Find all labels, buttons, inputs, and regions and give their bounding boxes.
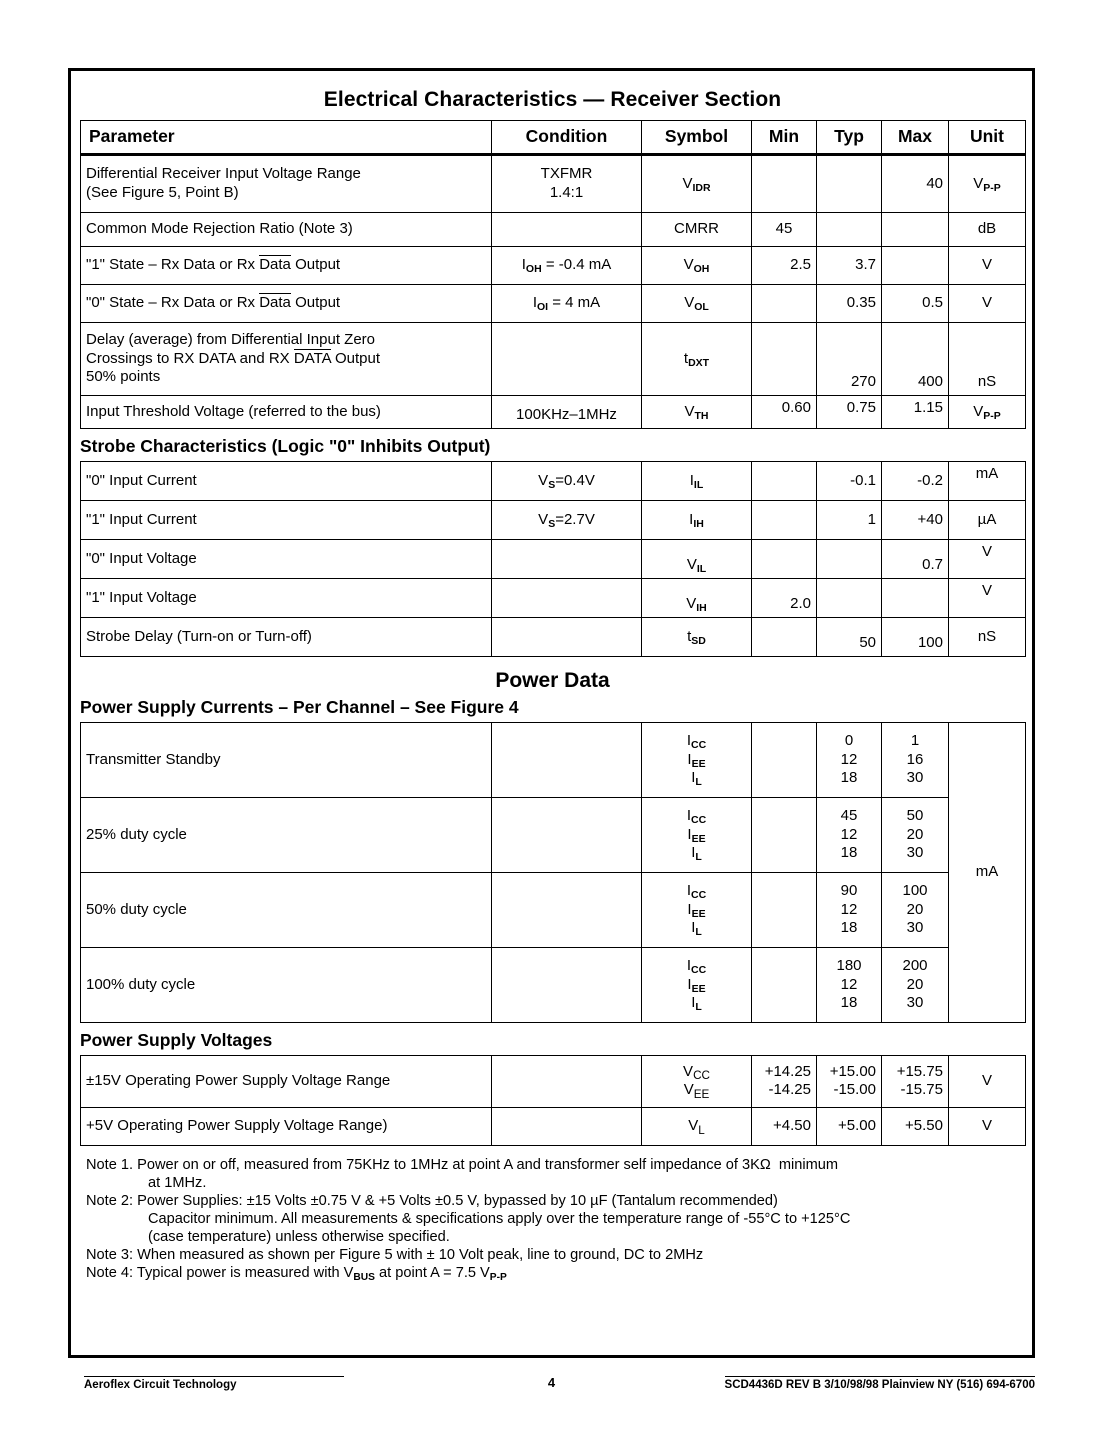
symbol-subscript: TH (694, 409, 709, 422)
param-line-1: Differential Receiver Input Voltage Range (86, 165, 361, 183)
cell-condition (492, 461, 642, 500)
symbol-line (647, 882, 746, 901)
symbol-line (647, 1081, 746, 1100)
cell-typ: +5.00 (817, 1107, 882, 1145)
page-title: Electrical Characteristics — Receiver Section (323, 88, 782, 111)
col-header-min: Min (752, 121, 817, 155)
cell-max (882, 722, 949, 797)
param-overline-text: DATA (293, 349, 331, 367)
note-4-middle: at point A = 7.5 V (374, 1264, 490, 1281)
typ-line: 12 (840, 975, 858, 993)
condition-subscript: OI (536, 301, 549, 314)
condition-base: I (521, 256, 526, 273)
power-supply-currents-table (80, 722, 1026, 1023)
cell-min (752, 947, 817, 1022)
condition-base: V (538, 471, 549, 489)
symbol-subscript: IDR (692, 181, 711, 194)
cell-max: 40 (882, 154, 949, 212)
symbol-subscript: L (695, 851, 702, 864)
cell-min (752, 322, 817, 395)
cell-max (882, 947, 949, 1022)
symbol-subscript: EE (693, 1087, 710, 1101)
col-header-max: Max (882, 121, 949, 155)
symbol-subscript: OL (694, 301, 709, 314)
param-overline-text: Data (259, 294, 291, 311)
param-line-2: (See Figure 5, Point B) (86, 183, 239, 201)
power-data-title: Power Data (495, 668, 610, 692)
symbol-base: I (686, 806, 691, 824)
col-header-condition: Condition (492, 121, 642, 155)
note-4-prefix: Note 4: Typical power is measured with V (86, 1264, 354, 1281)
condition-tail: =0.4V (555, 471, 595, 489)
col-header-unit: Unit (949, 121, 1026, 155)
cell-min (752, 284, 817, 322)
cell-parameter (81, 246, 492, 284)
cell-symbol (642, 1055, 752, 1107)
symbol-line (647, 751, 746, 770)
max-line: 50 (906, 806, 924, 824)
cell-typ (817, 797, 882, 872)
table-row (81, 500, 1026, 539)
table-row (81, 617, 1026, 656)
col-header-parameter: Parameter (81, 121, 492, 155)
cell-symbol (642, 461, 752, 500)
param-prefix: "1" State – Rx Data or Rx (86, 256, 260, 273)
symbol-subscript: DXT (688, 356, 710, 369)
condition-line-2: 1.4:1 (549, 183, 584, 201)
symbol-subscript: EE (691, 757, 706, 770)
cell-symbol (642, 322, 752, 395)
cell-parameter: "0" Input Voltage (81, 539, 492, 578)
symbol-subscript: CC (691, 888, 707, 901)
note-4 (86, 1265, 1025, 1283)
param-line-2 (86, 350, 486, 369)
param-overline-text: Data (259, 256, 291, 273)
max-line: 100 (902, 881, 928, 899)
cell-parameter: Transmitter Standby (81, 722, 492, 797)
typ-line: 45 (840, 806, 858, 824)
cell-parameter: Common Mode Rejection Ratio (Note 3) (81, 212, 492, 246)
symbol-base: I (686, 731, 691, 749)
cell-unit: mA (949, 722, 1026, 1022)
symbol-line (647, 769, 746, 788)
cell-typ (817, 872, 882, 947)
table-row (81, 1107, 1026, 1145)
typ-line: 18 (840, 769, 858, 787)
symbol-base: V (683, 1081, 694, 1099)
footer-page-number: 4 (547, 1375, 556, 1390)
note-1-line-2: at 1MHz. (148, 1174, 207, 1191)
symbol-base: I (686, 956, 691, 974)
param-line-3: 50% points (86, 368, 161, 386)
cell-symbol (642, 947, 752, 1022)
symbol-line (647, 826, 746, 845)
cell-unit: nS (949, 322, 1026, 395)
cell-min (752, 539, 817, 578)
cell-min (752, 722, 817, 797)
unit-base: V (973, 402, 984, 420)
power-supply-currents-title: Power Supply Currents – Per Channel – See Figure 4 (80, 696, 519, 717)
symbol-subscript: EE (691, 982, 706, 995)
table-row (81, 722, 1026, 797)
table-row (81, 1055, 1026, 1107)
typ-line: 12 (840, 750, 858, 768)
cell-condition (492, 797, 642, 872)
cell-condition (492, 578, 642, 617)
cell-min (752, 500, 817, 539)
cell-min (752, 1055, 817, 1107)
symbol-subscript: OH (693, 263, 710, 276)
note-2-line-1: Note 2: Power Supplies: ±15 Volts ±0.75 V & +5 Volts ±0.5 V, bypassed by 10 µF (Tantalum recommended) (86, 1192, 778, 1209)
max-line: 30 (906, 994, 924, 1012)
typ-line: 180 (836, 956, 862, 974)
table-row (81, 578, 1026, 617)
cell-condition (492, 617, 642, 656)
cell-max: 0.5 (882, 284, 949, 322)
symbol-subscript: CC (691, 738, 707, 751)
param-prefix: Crossings to RX DATA and RX (86, 349, 294, 367)
max-line: 1 (910, 731, 920, 749)
unit-subscript: P-P (983, 409, 1001, 422)
cell-condition (492, 212, 642, 246)
receiver-characteristics-table (80, 120, 1026, 429)
symbol-subscript: IH (693, 517, 704, 530)
cell-unit: dB (949, 212, 1026, 246)
symbol-base: V (686, 556, 697, 574)
cell-min (752, 797, 817, 872)
symbol-line (647, 901, 746, 920)
condition-base: I (532, 294, 537, 311)
note-4-subscript: BUS (353, 1271, 375, 1283)
condition-subscript: S (548, 478, 556, 491)
cell-unit: V (949, 284, 1026, 322)
param-suffix: Output (330, 349, 381, 367)
cell-symbol (642, 246, 752, 284)
symbol-base: I (687, 750, 692, 768)
footer-company: Aeroflex Circuit Technology (84, 1376, 344, 1391)
note-2-line-3: (case temperature) unless otherwise specified. (148, 1228, 450, 1245)
col-header-typ: Typ (817, 121, 882, 155)
note-4-subscript-2: P-P (489, 1271, 507, 1283)
table-row (81, 461, 1026, 500)
symbol-subscript: L (695, 776, 702, 789)
cell-typ (817, 722, 882, 797)
table-row (81, 246, 1026, 284)
symbol-base: I (686, 881, 691, 899)
symbol-subscript: CC (691, 963, 707, 976)
condition-subscript: S (548, 517, 556, 530)
table-row (81, 322, 1026, 395)
cell-parameter: "1" Input Voltage (81, 578, 492, 617)
typ-line: 18 (840, 919, 858, 937)
symbol-line (647, 994, 746, 1013)
cell-min: 2.0 (752, 578, 817, 617)
symbol-line (647, 1063, 746, 1082)
cell-unit: V (949, 1107, 1026, 1145)
cell-symbol (642, 154, 752, 212)
notes-block (80, 1157, 1025, 1283)
note-3: Note 3: When measured as shown per Figure 5 with ± 10 Volt peak, line to ground, DC to 2MHz (86, 1246, 704, 1263)
cell-parameter: 50% duty cycle (81, 872, 492, 947)
cell-parameter: Input Threshold Voltage (referred to the bus) (81, 395, 492, 428)
table-row (81, 284, 1026, 322)
max-line: 16 (906, 750, 924, 768)
cell-symbol (642, 500, 752, 539)
cell-typ: 1 (817, 500, 882, 539)
symbol-subscript: IL (696, 563, 707, 576)
cell-typ (817, 539, 882, 578)
condition-line-1: TXFMR (540, 165, 593, 183)
typ-line: 12 (840, 825, 858, 843)
param-suffix: Output (290, 294, 341, 311)
table-row (81, 212, 1026, 246)
cell-max (882, 1055, 949, 1107)
symbol-line (647, 957, 746, 976)
cell-max: 100 (882, 617, 949, 656)
page-content (80, 78, 1025, 1282)
symbol-subscript: CC (691, 813, 707, 826)
cell-typ (817, 154, 882, 212)
cell-max: +40 (882, 500, 949, 539)
condition-tail: = -0.4 mA (541, 256, 612, 273)
cell-unit: µA (949, 500, 1026, 539)
cell-unit (949, 395, 1026, 428)
symbol-subscript: IL (693, 478, 704, 491)
typ-line: 0 (844, 731, 854, 749)
symbol-subscript: L (695, 1001, 702, 1014)
param-line-1: Delay (average) from Differential Input Zero (86, 330, 376, 348)
cell-symbol (642, 284, 752, 322)
cell-condition (492, 1107, 642, 1145)
cell-condition (492, 1055, 642, 1107)
cell-min: +4.50 (752, 1107, 817, 1145)
cell-symbol (642, 722, 752, 797)
symbol-base: t (687, 627, 692, 645)
symbol-base: CMRR (674, 220, 719, 237)
typ-line: 18 (840, 994, 858, 1012)
symbol-base: t (683, 349, 689, 367)
max-line: 30 (906, 844, 924, 862)
cell-symbol (642, 212, 752, 246)
cell-typ: 0.35 (817, 284, 882, 322)
param-prefix: "0" State – Rx Data or Rx (86, 294, 260, 311)
cell-condition (492, 246, 642, 284)
symbol-base: I (691, 919, 696, 937)
max-line: 30 (906, 919, 924, 937)
cell-typ (817, 947, 882, 1022)
cell-parameter: Strobe Delay (Turn-on or Turn-off) (81, 617, 492, 656)
cell-symbol (642, 1107, 752, 1145)
symbol-subscript: L (695, 926, 702, 939)
note-2-line-2: Capacitor minimum. All measurements & specifications apply over the temperature range of -55°C to +125°C (148, 1210, 851, 1227)
cell-max (882, 246, 949, 284)
note-1-line-1: Note 1. Power on or off, measured from 75KHz to 1MHz at point A and transformer self impedance of 3KΩ minimum (86, 1156, 839, 1173)
typ-line: -15.00 (833, 1081, 876, 1099)
cell-parameter (81, 322, 492, 395)
table-row (81, 872, 1026, 947)
cell-min: 45 (752, 212, 817, 246)
symbol-base: V (684, 294, 695, 311)
max-line: 20 (906, 825, 924, 843)
cell-typ: 270 (817, 322, 882, 395)
symbol-base: I (687, 825, 692, 843)
symbol-base: I (687, 900, 692, 918)
typ-line: +15.00 (829, 1062, 876, 1080)
cell-parameter: +5V Operating Power Supply Voltage Range) (81, 1107, 492, 1145)
cell-max: 400 (882, 322, 949, 395)
cell-min: 2.5 (752, 246, 817, 284)
cell-unit: V (949, 1055, 1026, 1107)
strobe-characteristics-table (80, 461, 1026, 657)
cell-parameter: "1" Input Current (81, 500, 492, 539)
cell-min (752, 154, 817, 212)
typ-line: 90 (840, 881, 858, 899)
cell-max (882, 797, 949, 872)
cell-parameter: 25% duty cycle (81, 797, 492, 872)
cell-condition (492, 722, 642, 797)
symbol-subscript: SD (691, 634, 706, 647)
symbol-line (647, 844, 746, 863)
cell-max: 1.15 (882, 395, 949, 428)
cell-parameter: 100% duty cycle (81, 947, 492, 1022)
cell-parameter: "0" Input Current (81, 461, 492, 500)
condition-tail: =2.7V (555, 510, 595, 528)
cell-typ (817, 212, 882, 246)
col-header-symbol: Symbol (642, 121, 752, 155)
max-line: 30 (906, 769, 924, 787)
condition-subscript: OH (525, 263, 542, 276)
symbol-base: I (691, 844, 696, 862)
symbol-line (647, 919, 746, 938)
symbol-base: V (682, 174, 693, 192)
strobe-section-title: Strobe Characteristics (Logic "0" Inhibits Output) (80, 435, 491, 456)
max-line: -15.75 (900, 1081, 943, 1099)
cell-parameter (81, 284, 492, 322)
cell-typ: 50 (817, 617, 882, 656)
symbol-base: I (691, 769, 696, 787)
symbol-subscript: EE (691, 907, 706, 920)
cell-min (752, 872, 817, 947)
cell-unit (949, 154, 1026, 212)
typ-line: 18 (840, 844, 858, 862)
symbol-base: I (689, 471, 694, 489)
cell-max: -0.2 (882, 461, 949, 500)
symbol-base: I (691, 994, 696, 1012)
cell-condition (492, 154, 642, 212)
symbol-base: I (687, 975, 692, 993)
cell-parameter (81, 154, 492, 212)
cell-min: 0.60 (752, 395, 817, 428)
cell-symbol (642, 539, 752, 578)
cell-typ: 3.7 (817, 246, 882, 284)
symbol-subscript: IH (696, 602, 707, 615)
cell-unit: mA (949, 461, 1026, 500)
table-row (81, 395, 1026, 428)
cell-condition (492, 539, 642, 578)
cell-condition (492, 947, 642, 1022)
max-line: 200 (902, 956, 928, 974)
table-header-row (81, 121, 1026, 155)
cell-max: +5.50 (882, 1107, 949, 1145)
cell-unit: V (949, 246, 1026, 284)
unit-base: V (973, 174, 984, 192)
symbol-subscript: EE (691, 832, 706, 845)
cell-symbol (642, 872, 752, 947)
table-row (81, 797, 1026, 872)
cell-symbol (642, 395, 752, 428)
cell-condition (492, 872, 642, 947)
symbol-base: V (686, 595, 697, 613)
cell-symbol (642, 617, 752, 656)
symbol-line (647, 732, 746, 751)
unit-subscript: P-P (983, 181, 1001, 194)
symbol-base: I (689, 510, 694, 528)
param-suffix: Output (290, 256, 341, 273)
cell-parameter: ±15V Operating Power Supply Voltage Range (81, 1055, 492, 1107)
cell-typ: 0.75 (817, 395, 882, 428)
symbol-subscript: CC (693, 1069, 710, 1083)
max-line: +15.75 (896, 1062, 943, 1080)
cell-symbol (642, 578, 752, 617)
symbol-base: V (683, 1062, 694, 1080)
cell-condition (492, 500, 642, 539)
table-row (81, 539, 1026, 578)
symbol-subscript: L (698, 1123, 705, 1137)
max-line: 20 (906, 900, 924, 918)
min-line: +14.25 (764, 1062, 811, 1080)
min-line: -14.25 (768, 1081, 811, 1099)
power-supply-voltages-title: Power Supply Voltages (80, 1029, 273, 1050)
cell-max (882, 578, 949, 617)
symbol-line (647, 976, 746, 995)
max-line: 20 (906, 975, 924, 993)
power-supply-voltages-table (80, 1055, 1026, 1146)
cell-condition (492, 284, 642, 322)
cell-typ (817, 578, 882, 617)
table-row (81, 154, 1026, 212)
symbol-base: V (683, 256, 694, 273)
cell-typ (817, 1055, 882, 1107)
cell-condition: 100KHz–1MHz (492, 395, 642, 428)
cell-min (752, 617, 817, 656)
condition-base: V (538, 510, 549, 528)
cell-max: 0.7 (882, 539, 949, 578)
typ-line: 12 (840, 900, 858, 918)
footer-document-id: SCD4436D REV B 3/10/98/98 Plainview NY (516) 694-6700 (725, 1376, 1035, 1391)
symbol-base: V (684, 402, 695, 420)
condition-tail: = 4 mA (548, 294, 601, 311)
symbol-base: V (688, 1117, 699, 1134)
table-row (81, 947, 1026, 1022)
cell-condition (492, 322, 642, 395)
cell-unit: V (949, 539, 1026, 578)
cell-unit: V (949, 578, 1026, 617)
page-footer (68, 1368, 1035, 1398)
cell-symbol (642, 797, 752, 872)
cell-typ: -0.1 (817, 461, 882, 500)
cell-max (882, 212, 949, 246)
symbol-line (647, 807, 746, 826)
cell-max (882, 872, 949, 947)
cell-min (752, 461, 817, 500)
cell-unit: nS (949, 617, 1026, 656)
